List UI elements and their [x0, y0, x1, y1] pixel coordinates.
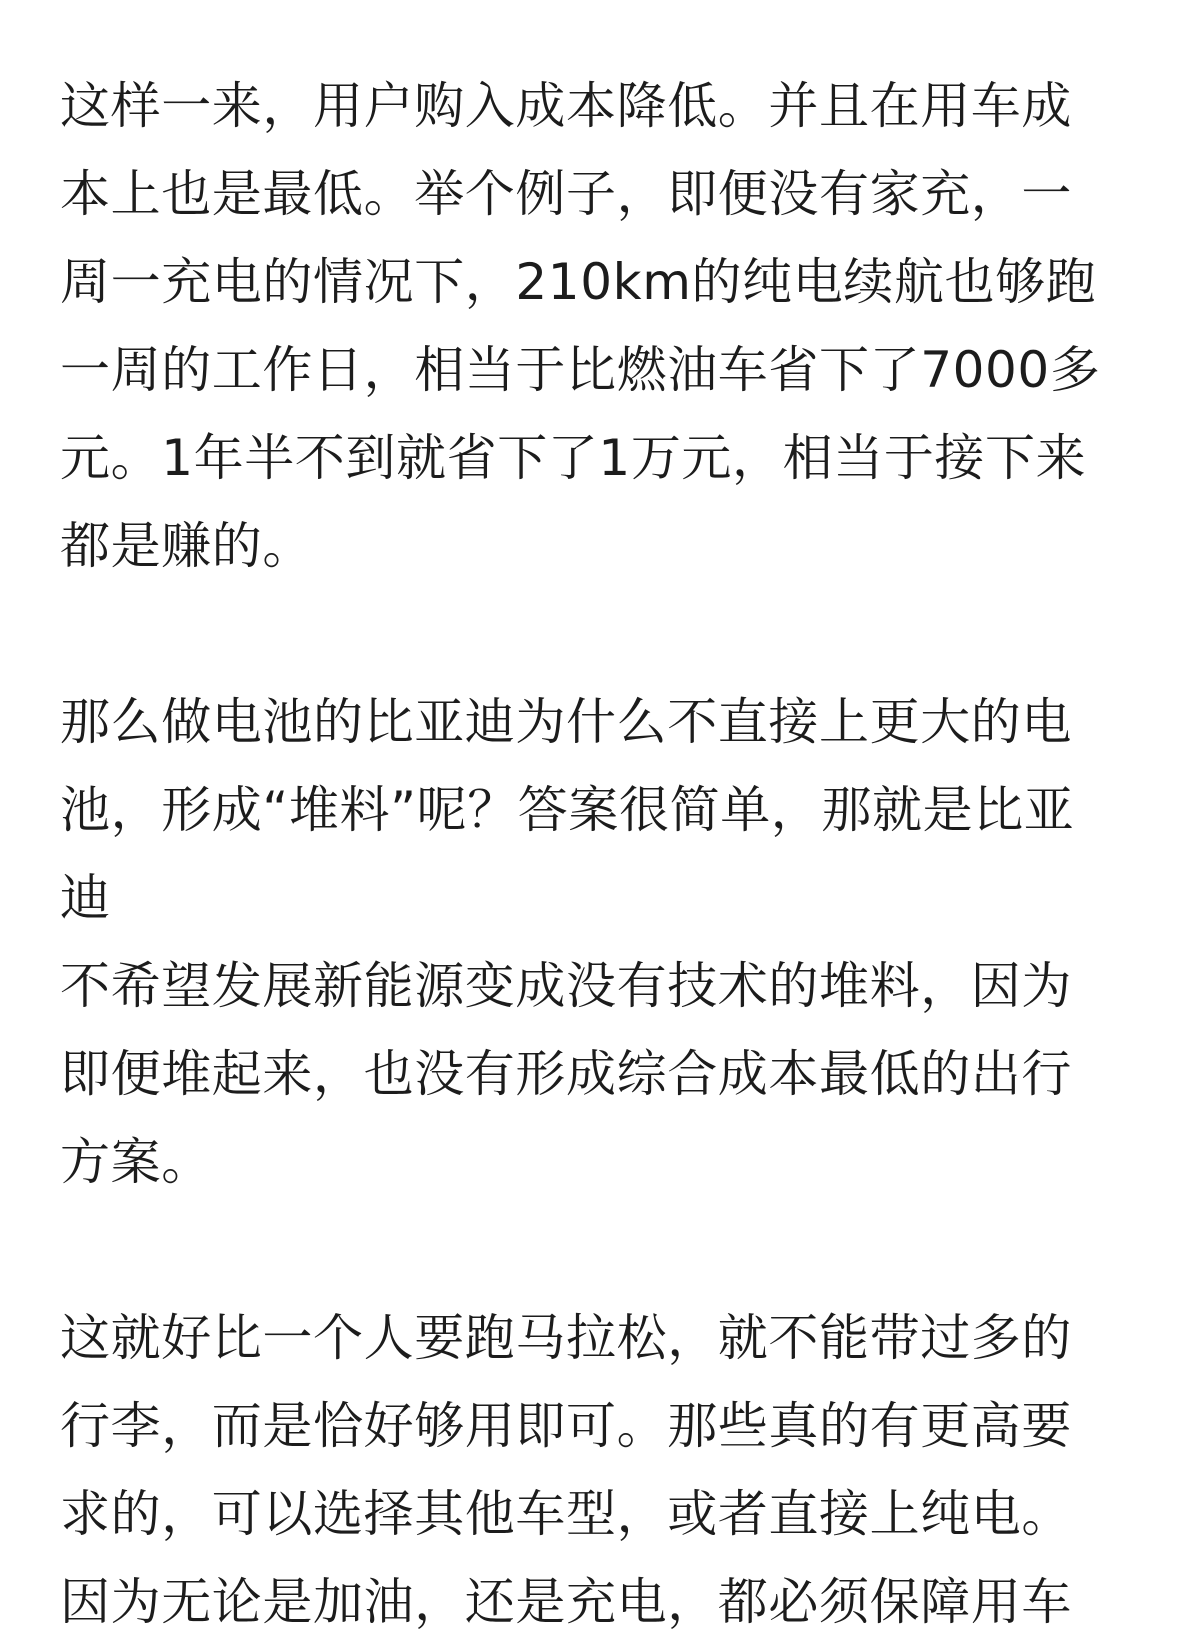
article-body: [60, 62, 1120, 1646]
paragraph-3: 这就好比一个人要跑马拉松，就不能带过多的 行李，而是恰好够用即可。那些真的有更高要 求的，可以选择其他车型，或者直接上纯电。 因为无论是加油，还是充电，都必须保障用车: [60, 1309, 1072, 1631]
paragraph-1: 这样一来，用户购入成本降低。并且在用车成 本上也是最低。举个例子，即便没有家充，一 周一充电的情况下，210km的纯电续航也够跑 一周的工作日，相当于比燃油车省下了7000多 元。1年半不到就省下了1万元，相当于接下来 都是赚的。: [60, 77, 1101, 575]
paragraph-2: 那么做电池的比亚迪为什么不直接上更大的电 池，形成“堆料”呢？答案很简单，那就是比亚迪 不希望发展新能源变成没有技术的堆料，因为 即便堆起来，也没有形成综合成本最低的出行 方案。: [60, 693, 1075, 1191]
